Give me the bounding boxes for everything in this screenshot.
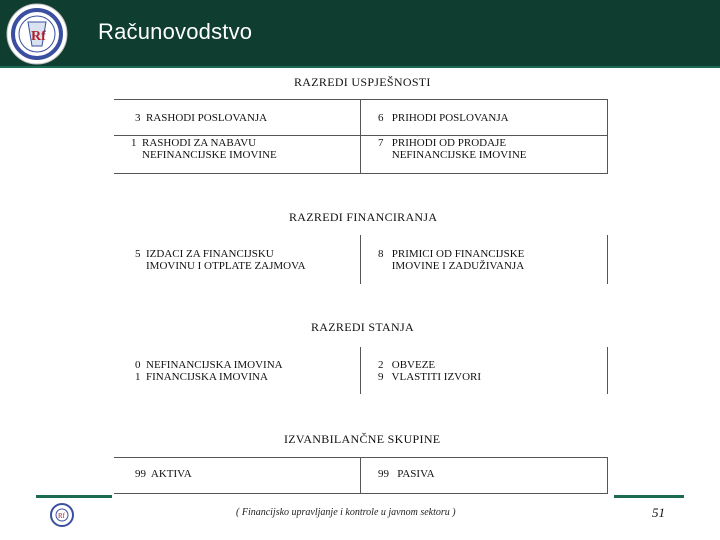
table-cell: 2 OBVEZE 9 VLASTITI IZVORI (378, 359, 482, 383)
svg-text:Rf: Rf (31, 29, 46, 44)
university-seal-icon (2, 2, 72, 66)
page-number: 51 (652, 505, 665, 520)
table-cell: 5 IZDACI ZA FINANCIJSKU IMOVINU I OTPLATE ZAJMOVA (135, 248, 306, 272)
university-seal-small-icon (50, 503, 74, 527)
page-title: Računovodstvo (98, 19, 253, 44)
svg-text:Rf: Rf (58, 512, 65, 520)
table-cell: 6 PRIHODI POSLOVANJA (378, 112, 509, 124)
footer-caption: ( Financijsko upravljanje i kontrole u javnom sektoru ) (236, 507, 456, 518)
footer-divider-left (36, 495, 112, 498)
table-cell: 1 RASHODI ZA NABAVU NEFINANCIJSKE IMOVINE (131, 137, 277, 161)
table-cell: 8 PRIMICI OD FINANCIJSKE IMOVINE I ZADUŽIVANJA (378, 248, 525, 272)
table-cell: 7 PRIHODI OD PRODAJE NEFINANCIJSKE IMOVINE (378, 137, 527, 161)
header-bar (0, 0, 720, 68)
table-cell: 0 NEFINANCIJSKA IMOVINA 1 FINANCIJSKA IMOVINA (135, 359, 283, 383)
table-cell: 99 AKTIVA (135, 468, 192, 480)
section-title-financiranje: RAZREDI FINANCIRANJA (289, 210, 438, 224)
section-title-stanje: RAZREDI STANJA (311, 320, 414, 334)
footer-divider-right (614, 495, 684, 498)
table-cell: 99 PASIVA (378, 468, 435, 480)
section-title-izvanbilancne: IZVANBILANČNE SKUPINE (284, 432, 441, 446)
section-title-uspjesnost: RAZREDI USPJEŠNOSTI (294, 75, 431, 89)
table-cell: 3 RASHODI POSLOVANJA (135, 112, 268, 124)
